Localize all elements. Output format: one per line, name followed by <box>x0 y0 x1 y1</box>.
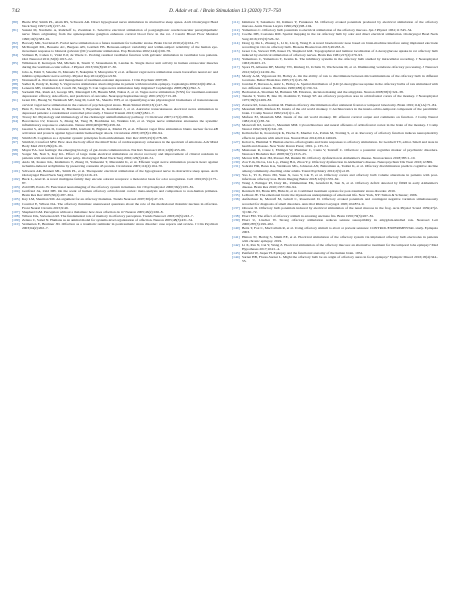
reference-entry <box>12 160 218 168</box>
reference-entry <box>232 218 438 226</box>
reference-text: Zelano C, Sobel N. Humans as an animal model for systems-level organization of olfaction. Neuron 2005;48(3):431–54. <box>22 218 194 222</box>
reference-number[interactable]: [95] <box>12 127 18 132</box>
reference-number[interactable]: [119] <box>232 81 240 86</box>
reference-entry <box>12 127 218 135</box>
reference-text: Mayer EA. Gut feelings: the emerging biology of gut–brain communication. Nat Rev Neurosci 2011;12(8):453–66. <box>22 147 186 152</box>
reference-text: Schwartz AR, Bennett ML, Smith PL, et al. Therapeutic electrical stimulation of the hypoglossal nerve in obstructive sleep apnea. Arch Otolaryngol Head Neck Surg 2001;127(10):1216–23. <box>22 168 218 177</box>
reference-entry <box>12 61 218 69</box>
reference-number[interactable]: [127] <box>232 139 240 144</box>
reference-text: Ottoson D. Olfactory bulb potentials induced by electrical stimulation of the nasal mucosa in the frog. Acta Physiol Scand 1959;47(2-3):160–72. <box>242 205 438 214</box>
reference-number[interactable]: [122] <box>232 102 240 107</box>
reference-entry <box>232 94 438 102</box>
reference-entry <box>12 202 218 210</box>
reference-number[interactable]: [108] <box>12 213 20 218</box>
reference-text: Ebert FM. The effect of olfactory stimuli in arresting uncinate fits. Brain 1956;79(3):267–81. <box>242 213 375 218</box>
reference-text: LeDoux JE. The emotional brain: the mysterious underpinnings of emotional life. New York, NY: Simon & Schuster; 1996. <box>242 193 418 198</box>
reference-number[interactable]: [85] <box>12 61 18 66</box>
reference-text: Aufderhaar K, Metcalf M, Grindl C, Rosenwald D. Olfactory evoked potentials and contingent negative variation simultaneously recorded for diagnosis of smell disorders. Ann Otol Rhinol Laryngol 1995;104:874–9. <box>242 197 438 206</box>
reference-entry <box>12 53 218 61</box>
reference-text: Sarnat HB, Flores-Sarnat L. Might the olfactory bulb be an origin of olfactory auras in focal epilepsy? Epileptic Disord 2016;18(4):344–55. <box>242 255 438 264</box>
reference-entry <box>12 28 218 40</box>
reference-number[interactable]: [144] <box>232 255 240 260</box>
reference-entry <box>232 65 438 73</box>
running-title: D. Adair et al. / Brain Stimulation 13 (2020) 717–750 <box>169 8 281 14</box>
reference-entry <box>232 74 438 82</box>
reference-number[interactable]: [86] <box>12 69 18 74</box>
reference-text: Mouly A-M, Vigouroux M, Holley A. On the ability of rats to discriminate between microstimulations of the olfactory bulb in different locations. Behav Brain Res 1985;17(1):45–58. <box>242 73 438 82</box>
reference-number[interactable]: [81] <box>12 28 18 33</box>
reference-text: Hinton TJ, Herbig S, Smith EE, et al. Electrical stimulation of the olfactory system via implanted olfactory bulb electrodes in patients with chronic epilepsy. 2019. <box>242 234 438 243</box>
reference-text: Joho A, Eshii T, Sakamo N, Matsuda Y, Nakajima T, Murayama Y, et al. Afferent vagal nerve stimulation resets baroreflex neural arc and inhibits sympathetic nerve activity. Physiol Rep 2014;2(9):e12136. <box>22 69 218 78</box>
reference-text: Mustonen R, Crane J, Ehlinger W, Plummer C, Cania V, Tetzlaff C. Olfaction: a potential cognitive marker of psychiatric disorders. Neurosci Biobehav Rev 2008;32(7):1315–25. <box>242 147 438 156</box>
reference-number[interactable]: [98] <box>12 147 18 152</box>
reference-number[interactable]: [124] <box>232 114 240 119</box>
reference-number[interactable]: [137] <box>232 205 240 210</box>
reference-number[interactable]: [113] <box>232 32 240 37</box>
reference-text: Penfield W, Jasper H. Epilepsy and the functional anatomy of the human brain. 1954. <box>242 251 364 255</box>
reference-number[interactable]: [99] <box>12 152 18 156</box>
reference-number[interactable]: [110] <box>12 222 20 227</box>
reference-text: Yamamoto C, Yamamoto T, Iwama K. The inhibitory systems in the olfactory bulb studied by intracellular recording. J Neurophysiol 1963;26:403–15. <box>242 57 438 66</box>
reference-entry <box>12 119 218 127</box>
reference-number[interactable]: [107] <box>12 209 20 214</box>
references-column-left <box>12 20 218 230</box>
reference-number[interactable]: [87] <box>12 77 18 82</box>
reference-entry <box>232 107 438 115</box>
reference-number[interactable]: [96] <box>12 135 18 140</box>
reference-text: Greer CA, Stewart WB, Kauer JS, Shepherd GM. Topographical and laminar localization of 2-deoxyglucose uptake in rat olfactory bulb induced by electrical stimulation of olfactory nerves. Brain Res 1981;217(2):279–93. <box>242 48 438 57</box>
reference-text: Wilkinson P, Kernayan SM, Michels R, Sturm V, Strausmann D, Landau K. Single motor unit activity in human extraocular muscles during the vestibulo-ocular reflex. J Physiol 2013;591(8):2017–30. <box>22 61 218 70</box>
reference-entry <box>232 164 438 172</box>
reference-number[interactable]: [132] <box>232 172 240 177</box>
reference-text: Tanabe T, Yarita H, Iino M, Ooshima Y, Takagi SF. An olfactory projection area in orbitofrontal cortex of the monkey. J Neurophysiol 1975;38(5):1269–83. <box>242 94 438 103</box>
reference-text: Kay LM, Sherman SM. An argument for an olfactory thalamus. Trends Neurosci 2007;30(2):47–53. <box>22 197 164 202</box>
reference-text: Kollndorfer K, Kowalczyk K, Hoche E, Mueller CA, Pollak M, Trattnig S, et al. Recovery of olfactory function induces neuroplasticity effects in patients with smell loss. Neural Plast 2014;2014:140419. <box>242 131 438 140</box>
reference-text: Mesulam MM, Mufson EJ. Insula of the old world monkey. I: Architectonics in the insulo-orbito-temporal component of the paralimbic brain. J Comp Neurol 1982;212(1):1–22. <box>242 106 438 115</box>
reference-entry <box>12 107 218 115</box>
reference-text: Yamamoto C. Olfactory bulb potentials to electrical stimulation of the olfactory mucosa. Jpn J Physiol 1961;11:545–54. <box>242 28 413 33</box>
reference-text: Mercer KB, Rost JM, Presser JM, Ruskin JR. Olfactory dysfunction in Alzheimer's disease. Neuroscience 2018;385:1–10. <box>242 156 416 161</box>
reference-number[interactable]: [115] <box>232 48 240 53</box>
reference-text: Mufson EJ, Mesulam MM. Insula of the old world monkey. III: efferent cortical output and comments on function. J Comp Neurol 1982;212(1):38–52. <box>242 114 438 123</box>
reference-number[interactable]: [106] <box>12 201 20 206</box>
reference-entry <box>12 45 218 53</box>
reference-text: Tracey KJ. Physiology and immunology of the cholinergic antiinflammatory pathway. J Clin Invest 2007;117(2):289–96. <box>22 114 194 119</box>
reference-entry <box>232 197 438 205</box>
reference-entry <box>12 177 218 185</box>
reference-number[interactable]: [112] <box>232 28 240 33</box>
reference-number[interactable]: [83] <box>12 44 18 49</box>
reference-entry <box>232 49 438 57</box>
reference-text: Jourdan F, Duveau A, Astic L, Holley A. Spatial distribution of [14C]2-deoxyglucose uptake in the olfactory bulbs of rats stimulated with two different odours. Brain Res 1980;188(1):139–54. <box>242 81 438 90</box>
reference-number[interactable]: [133] <box>232 180 240 185</box>
reference-text: Borsody MK, Sacristan E. Facial nerve stimulation as a future treatment for ischemic stroke. Brain Circul 2016;2(4):164–77. <box>22 40 200 45</box>
reference-text: Li X, Pan N, Cui Y, Wang Z. Electrical stimulation of the olfactory mucosa: an alternative treatment for the temporal lobe epilepsy? Med Hypotheses 2017;104:1–4. <box>242 242 438 251</box>
reference-entry <box>12 222 218 230</box>
reference-number[interactable]: [116] <box>232 57 240 62</box>
reference-text: Wilson DA, Stevenson RJ. The fundamental role of memory in olfactory perception. Trends Neurosci 2003;26(5):243–7. <box>22 213 194 218</box>
reference-text: Sackeim HA, Rush AJ, George MS, Marangell LB, Husain MM, Nahas Z, et al. Vagus nerve stimulation (VNS) for treatment-resistant depression: efficacy, side effects, and predictors of outcome. Neuropsychopharmacology 2001;25(5):713–28. <box>22 90 218 99</box>
reference-text: Vermetten E, Bremner JD. Olfaction as a traumatic reminder in posttraumatic stress disorder: case reports and review. J Clin Psychiatr 2003;64(2):202–7. <box>22 222 218 231</box>
reference-text: Smith R, Crawford MW. How does the body affect the mind? Role of cardiorespiratory coherence in the spectrum of emotions. Adv Mind Body Med 2013;28(4):6–16. <box>22 139 218 148</box>
reference-entry <box>232 41 438 49</box>
reference-text: Lenaerts ME, Oommen KJ, Couch JR, Skaggs V. Can vagus nerve stimulation help migraine? Cephalalgia 2008;28(4):392–5. <box>22 86 201 90</box>
reference-number[interactable]: [134] <box>232 189 240 194</box>
reference-text: Dong Q, Du L, Zhuang L, Li R, Liu Q, Wang P. A novel bioelectronic nose based on brain-machine interface using implanted electrode recording in vivo in olfactory bulb. Biosens Bioelectron 2013;49:263–9. <box>242 40 438 49</box>
reference-text: Bedrosian A, Sharman M, Hamann SB. Emotion, decision making and the amygdala. Neuron 2008;58(3):324–38. <box>242 90 404 95</box>
reference-number[interactable]: [101] <box>12 168 20 173</box>
reference-text: Smith LB. Cognition as a dynamic system: principles from embodiment. Dev Rev 2005;25(3):278–98. <box>22 135 168 140</box>
reference-text: Borovikova LV, Ivanova S, Zhang M, Yang H, Botchkina GI, Watkins LR, et al. Vagus nerve stimulation attenuates the systemic inflammatory response to endotoxin. Nature 2000;405(6785):458–62. <box>22 119 218 128</box>
reference-entry <box>12 152 218 160</box>
reference-entry <box>232 235 438 243</box>
reference-number[interactable]: [143] <box>232 251 240 255</box>
reference-text: Suzuki M, Nardiello A, Rohrhoff G, Zweiman C. Selective electrical stimulation of postganglionic cerebrovascular parasympathetic nerve fibers originating from the sphenopalatine ganglion enhances cortical blood flow in the rat. J Cerebr Blood Flow Metabol 1990;10(3):383–91. <box>22 28 218 41</box>
page-number: 742 <box>12 8 20 14</box>
reference-number[interactable]: [118] <box>232 73 240 78</box>
reference-number[interactable]: [89] <box>12 86 18 90</box>
reference-entry <box>12 169 218 177</box>
reference-text: Zatorre RJ, Jones-Gotman M. Human olfactory discrimination after unilateral frontal or temporal lobectomy. Brain 1991;114(1A):71–84. <box>242 102 437 107</box>
reference-entry <box>12 20 218 28</box>
reference-number[interactable]: [100] <box>12 160 20 165</box>
reference-text: Morecraft RJ, Geula C, Mesulam MM. Cytoarchitecture and neural afferents of orbitofrontal cortex in the brain of the monkey. J Comp Neurol 1992;323(3):341–58. <box>242 123 438 132</box>
reference-number[interactable]: [131] <box>232 164 240 169</box>
reference-text: Vallieux B, Cohen C, Vidal P-P, de Waele C. Probing residual vestibular function with galvanic stimulation in vestibular loss patients. Otol Neurotol 2011;32(6):1015–22. <box>22 53 218 62</box>
reference-entry <box>232 123 438 131</box>
reference-number[interactable]: [126] <box>232 131 240 136</box>
reference-number[interactable]: [92] <box>12 106 18 111</box>
reference-number[interactable]: [80] <box>12 20 18 24</box>
reference-text: Sohrabi HR, Bates KA, Weinborn MG, Johnston AN, Bahramian A, Taddei K, et al. Olfactory discrimination predicts cognitive decline among community-dwelling older adults. Transl Psychiatry 2012;2(5):e118. <box>242 164 438 173</box>
reference-entry <box>232 173 438 181</box>
reference-number[interactable]: [103] <box>12 185 20 189</box>
reference-number[interactable]: [128] <box>232 147 240 152</box>
reference-entry <box>232 115 438 123</box>
reference-entry <box>232 181 438 189</box>
reference-entry <box>12 70 218 78</box>
reference-number[interactable]: [105] <box>12 197 20 202</box>
reference-entry <box>232 57 438 65</box>
reference-text: Grant DC, Huang W, Weinbach MF, Jung M, Laidl SL, Shardlo WH, et al. Quantifying acute physiological biomarkers of transcutaneous cervical vagal nerve stimulation in the context of psychological stress. Brain Stimul 2020;13(1):47–59. <box>22 98 218 107</box>
reference-number[interactable]: [125] <box>232 123 240 128</box>
reference-number[interactable]: [129] <box>232 156 240 161</box>
reference-number[interactable]: [82] <box>12 40 18 45</box>
reference-number[interactable]: [111] <box>232 20 240 24</box>
reference-text: Hein E, Nowak M, Kiess O, Biermann T, Bayerlein K, Kornhuber J, et al. Auricular transcutaneous electrical nerve stimulation in depressed patients: a randomized controlled pilot study. J Neural Transm 2013;120(5):821–7. <box>22 106 218 115</box>
reference-number[interactable]: [142] <box>232 242 240 247</box>
running-header <box>12 6 438 16</box>
reference-number[interactable]: [130] <box>232 160 240 165</box>
reference-entry <box>12 98 218 106</box>
reference-text: Zald DH, Pardo JV. Functional neuroimaging of the olfactory system in humans. Int J Psychophysiol 2000;36(2):165–81. <box>22 185 195 189</box>
reference-number[interactable]: [120] <box>232 90 240 95</box>
reference-text: Nonnenoff A. Prevalence and management of treatment-resistant depression. J Clin Psychiatr 2007;68. <box>22 77 168 82</box>
reference-text: Ishimaru T, Sakumoto M, Kimura Y, Furukawa M. Olfactory evoked potentials produced by electrical stimulation of the olfactory mucosa. Auris Nasus Larynx 1996;23(2):98–104. <box>242 20 438 29</box>
reference-number[interactable]: [114] <box>232 40 240 45</box>
reference-text: Sadler R, Purdy R, Kalisy S. Vagal nerve stimulation aborts migraine in patient with intractable epilepsy. Cephalalgia 2002;22(6):482–4. <box>22 81 216 86</box>
reference-number[interactable]: [117] <box>232 65 240 70</box>
reference-entry <box>232 82 438 90</box>
reference-number[interactable]: [123] <box>232 106 240 111</box>
reference-number[interactable]: [141] <box>232 234 240 239</box>
reference-number[interactable]: [102] <box>12 176 20 181</box>
reference-entry <box>232 243 438 251</box>
reference-text: Bierle DW, Smith PL, Alam DS, Schwartz AR. Direct hypoglossal nerve stimulation in obstructive sleep apnea. Arch Otolaryngol Head Neck Surg 1997;123(1):57–61. <box>22 20 218 29</box>
reference-entry <box>232 140 438 148</box>
reference-text: Yao L, Yi X, Pinto JM, Yuan X, Guo Y, Liu Y, et al. Olfactory cortex and olfactory bulb volume alterations in patients with post-infectious olfactory loss. Brain Imaging Behav 2018;12(5):1355–62. <box>242 172 438 181</box>
reference-text: Kobal G, Hummel T. Human electro-olfactograms and brain responses to olfactory stimulation. In: Getchell TV, editor. Smell and taste in health and disease. New York: Raven Press; 1991. p. 135–51. <box>242 139 438 148</box>
reference-entry <box>232 148 438 156</box>
reference-text: Guarini S, Altavilla D, Cainazzo MM, Giuliani D, Bigiani A, Marini H, et al. Efferent vagal fibre stimulation blunts nuclear factor-kB activation and protects against hypovolemic hemorrhagic shock. Circulation 2003;107(8):1189–94. <box>22 127 218 136</box>
reference-number[interactable]: [88] <box>12 81 18 86</box>
reference-number[interactable]: [84] <box>12 53 18 57</box>
reference-number[interactable]: [90] <box>12 90 18 95</box>
reference-number[interactable]: [139] <box>232 218 240 222</box>
reference-number[interactable]: [109] <box>12 218 20 222</box>
reference-number[interactable]: [93] <box>12 114 18 119</box>
reference-entry <box>12 189 218 197</box>
reference-entry <box>232 20 438 28</box>
reference-text: Ebert U, Löscher W. Strong olfactory stimulation reduces seizure susceptibility in amygdala-kindled rats. Neurosci Lett 2000;287(3):199–202. <box>242 218 438 227</box>
reference-text: Shepherd GM. Perception without a thalamus: how does olfaction do it? Neuron 2005;46(2):166–8. <box>22 209 164 214</box>
reference-entry <box>232 255 438 263</box>
reference-number[interactable]: [140] <box>232 226 240 231</box>
reference-text: Zou Y-m, Da Lu, Liu L-p, Zhang H-h, Zhou Y-y. Olfactory dysfunction in Alzheimer's disease. Neuropsychiatr Dis Treat 2016;12:869. <box>242 160 433 165</box>
reference-text: Buck L, Axel R. A novel multigene family may encode odorant receptors: a molecular basis for odor recognition. Cell 1991;65(1):175–87. <box>22 176 218 185</box>
reference-text: Courtiol E, Wilson DA. The olfactory thalamus: unanswered questions about the role of the mediodorsal thalamic nucleus in olfaction. Front Neural Circuits 2015;9:49. <box>22 201 218 210</box>
reference-number[interactable]: [138] <box>232 213 240 218</box>
reference-text: Spors H, Albeanu DF, Murthy VN, Rinberg D, Uchida N, Wachowiak M, et al. Illuminating vertebrate olfactory processing. J Neurosci 2012;32(41):14102–8a. <box>242 65 438 74</box>
reference-entry <box>232 32 438 40</box>
reference-number[interactable]: [135] <box>232 193 240 198</box>
reference-text: Coelho DH, Costanzo RM. Spatial mapping in the rat olfactory bulb by odor and direct electrical stimulation. Otolaryngol Head Neck Surg 2016;155(3):526–32. <box>242 32 438 41</box>
reference-entry <box>12 90 218 98</box>
reference-entry <box>12 140 218 148</box>
reference-number[interactable]: [91] <box>12 98 18 103</box>
reference-text: Rentzsch JD, Brans RW, Birks R, et al. Combined treatment options for post-traumatic stress disorder. 2016. <box>242 189 396 194</box>
reference-number[interactable]: [136] <box>232 197 240 202</box>
reference-entry <box>232 131 438 139</box>
reference-entry <box>232 206 438 214</box>
reference-number[interactable]: [104] <box>12 189 20 194</box>
reference-number[interactable]: [94] <box>12 119 18 123</box>
reference-text: Betts T, Fox C, MacCallum R, et al. Using olfactory stimuli to abort or prevent seizures: CONTROL/EXPERIMENTAL study. Epilepsia 2003. <box>242 226 438 235</box>
reference-text: Wang J, Eslinger PJ, Doty RL, Zimmerman EK, Grunfeld R, Sun X, et al. Olfactory deficit detected by fMRI in early Alzheimer's disease. Brain Res 2010;1357:184–94. <box>242 180 438 189</box>
reference-text: Sorger SK, Nair S, Kay KL. Effect of large trunk electrical stimulation on motor recovery and improvement of clinical residuals in patients with uncertain facial nerve palsy. Otolaryngol Head Neck Surg 2002;126(3):246–51. <box>22 152 218 161</box>
reference-entry <box>232 226 438 234</box>
references-column-right <box>232 20 438 263</box>
reference-text: Gottfried JA, Zald DH. On the scent of human olfactory orbitofrontal cortex: meta-analysis and comparison to non-human primates. Brain Res Rev 2005;50(2):287–304. <box>22 189 218 198</box>
reference-text: Ando M, Katare KG, Kishimura T, Zhang D, Yamazaki T, Muranishi K, et al. Efferent vagal nerve stimulation protects heart against ischemia-induced arrhythmias by preserving connexin 43 protein. Circulation 2005;112(2):164–70. <box>22 160 218 169</box>
reference-text: McDougall ML, Bessette AC, Burgess AW, Gottlieb HS. Between-subject variability and within-subject reliability of the human eye-movement response to bilateral galvanic (DC) vestibular stimulation. Exp Brain Res 2002;144(1):69–78. <box>22 44 218 53</box>
reference-number[interactable]: [97] <box>12 139 18 144</box>
reference-number[interactable]: [121] <box>232 94 240 99</box>
